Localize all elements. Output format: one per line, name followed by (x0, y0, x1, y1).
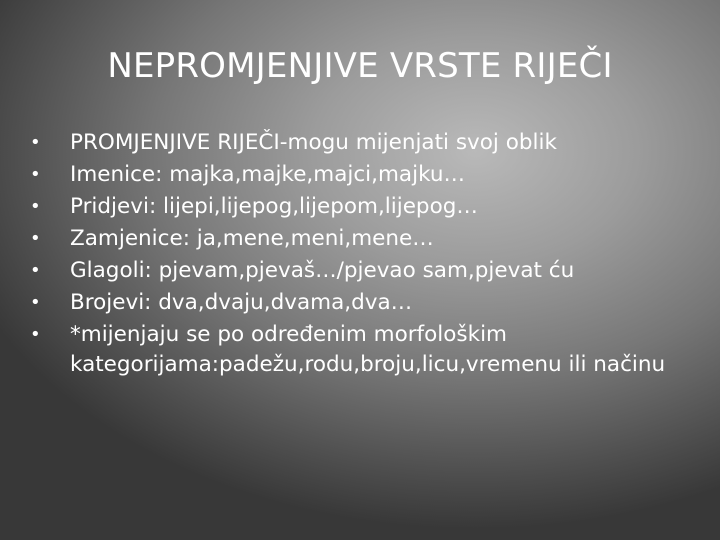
bullet-dot-icon: • (30, 292, 41, 313)
bullet-dot-icon: • (30, 260, 41, 281)
bullet-text: *mijenjaju se po određenim morfološkim kategorijama:padežu,rodu,broju,licu,vremenu ili načinu (70, 322, 666, 377)
bullet-item (30, 128, 710, 158)
bullet-text: Glagoli: pjevam,pjevaš…/pjevao sam,pjevat ću (70, 258, 575, 283)
slide-title: NEPROMJENJIVE VRSTE RIJEČI (107, 46, 613, 86)
bullet-item (30, 288, 710, 318)
bullet-dot-icon: • (30, 196, 41, 217)
bullet-item (30, 224, 710, 254)
bullet-text: Brojevi: dva,dvaju,dvama,dva… (70, 290, 413, 315)
bullet-text: Pridjevi: lijepi,lijepog,lijepom,lijepog… (70, 194, 478, 219)
bullet-text: Zamjenice: ja,mene,meni,mene… (70, 226, 434, 251)
bullet-item (30, 256, 710, 286)
bullet-dot-icon: • (30, 228, 41, 249)
bullet-list (30, 128, 710, 382)
bullet-dot-icon: • (30, 164, 41, 185)
bullet-dot-icon: • (30, 324, 41, 345)
bullet-item (30, 192, 710, 222)
bullet-dot-icon: • (30, 132, 41, 153)
bullet-item (30, 320, 710, 380)
bullet-item (30, 160, 710, 190)
bullet-text: PROMJENJIVE RIJEČI-mogu mijenjati svoj oblik (70, 130, 557, 155)
bullet-text: Imenice: majka,majke,majci,majku… (70, 162, 465, 187)
